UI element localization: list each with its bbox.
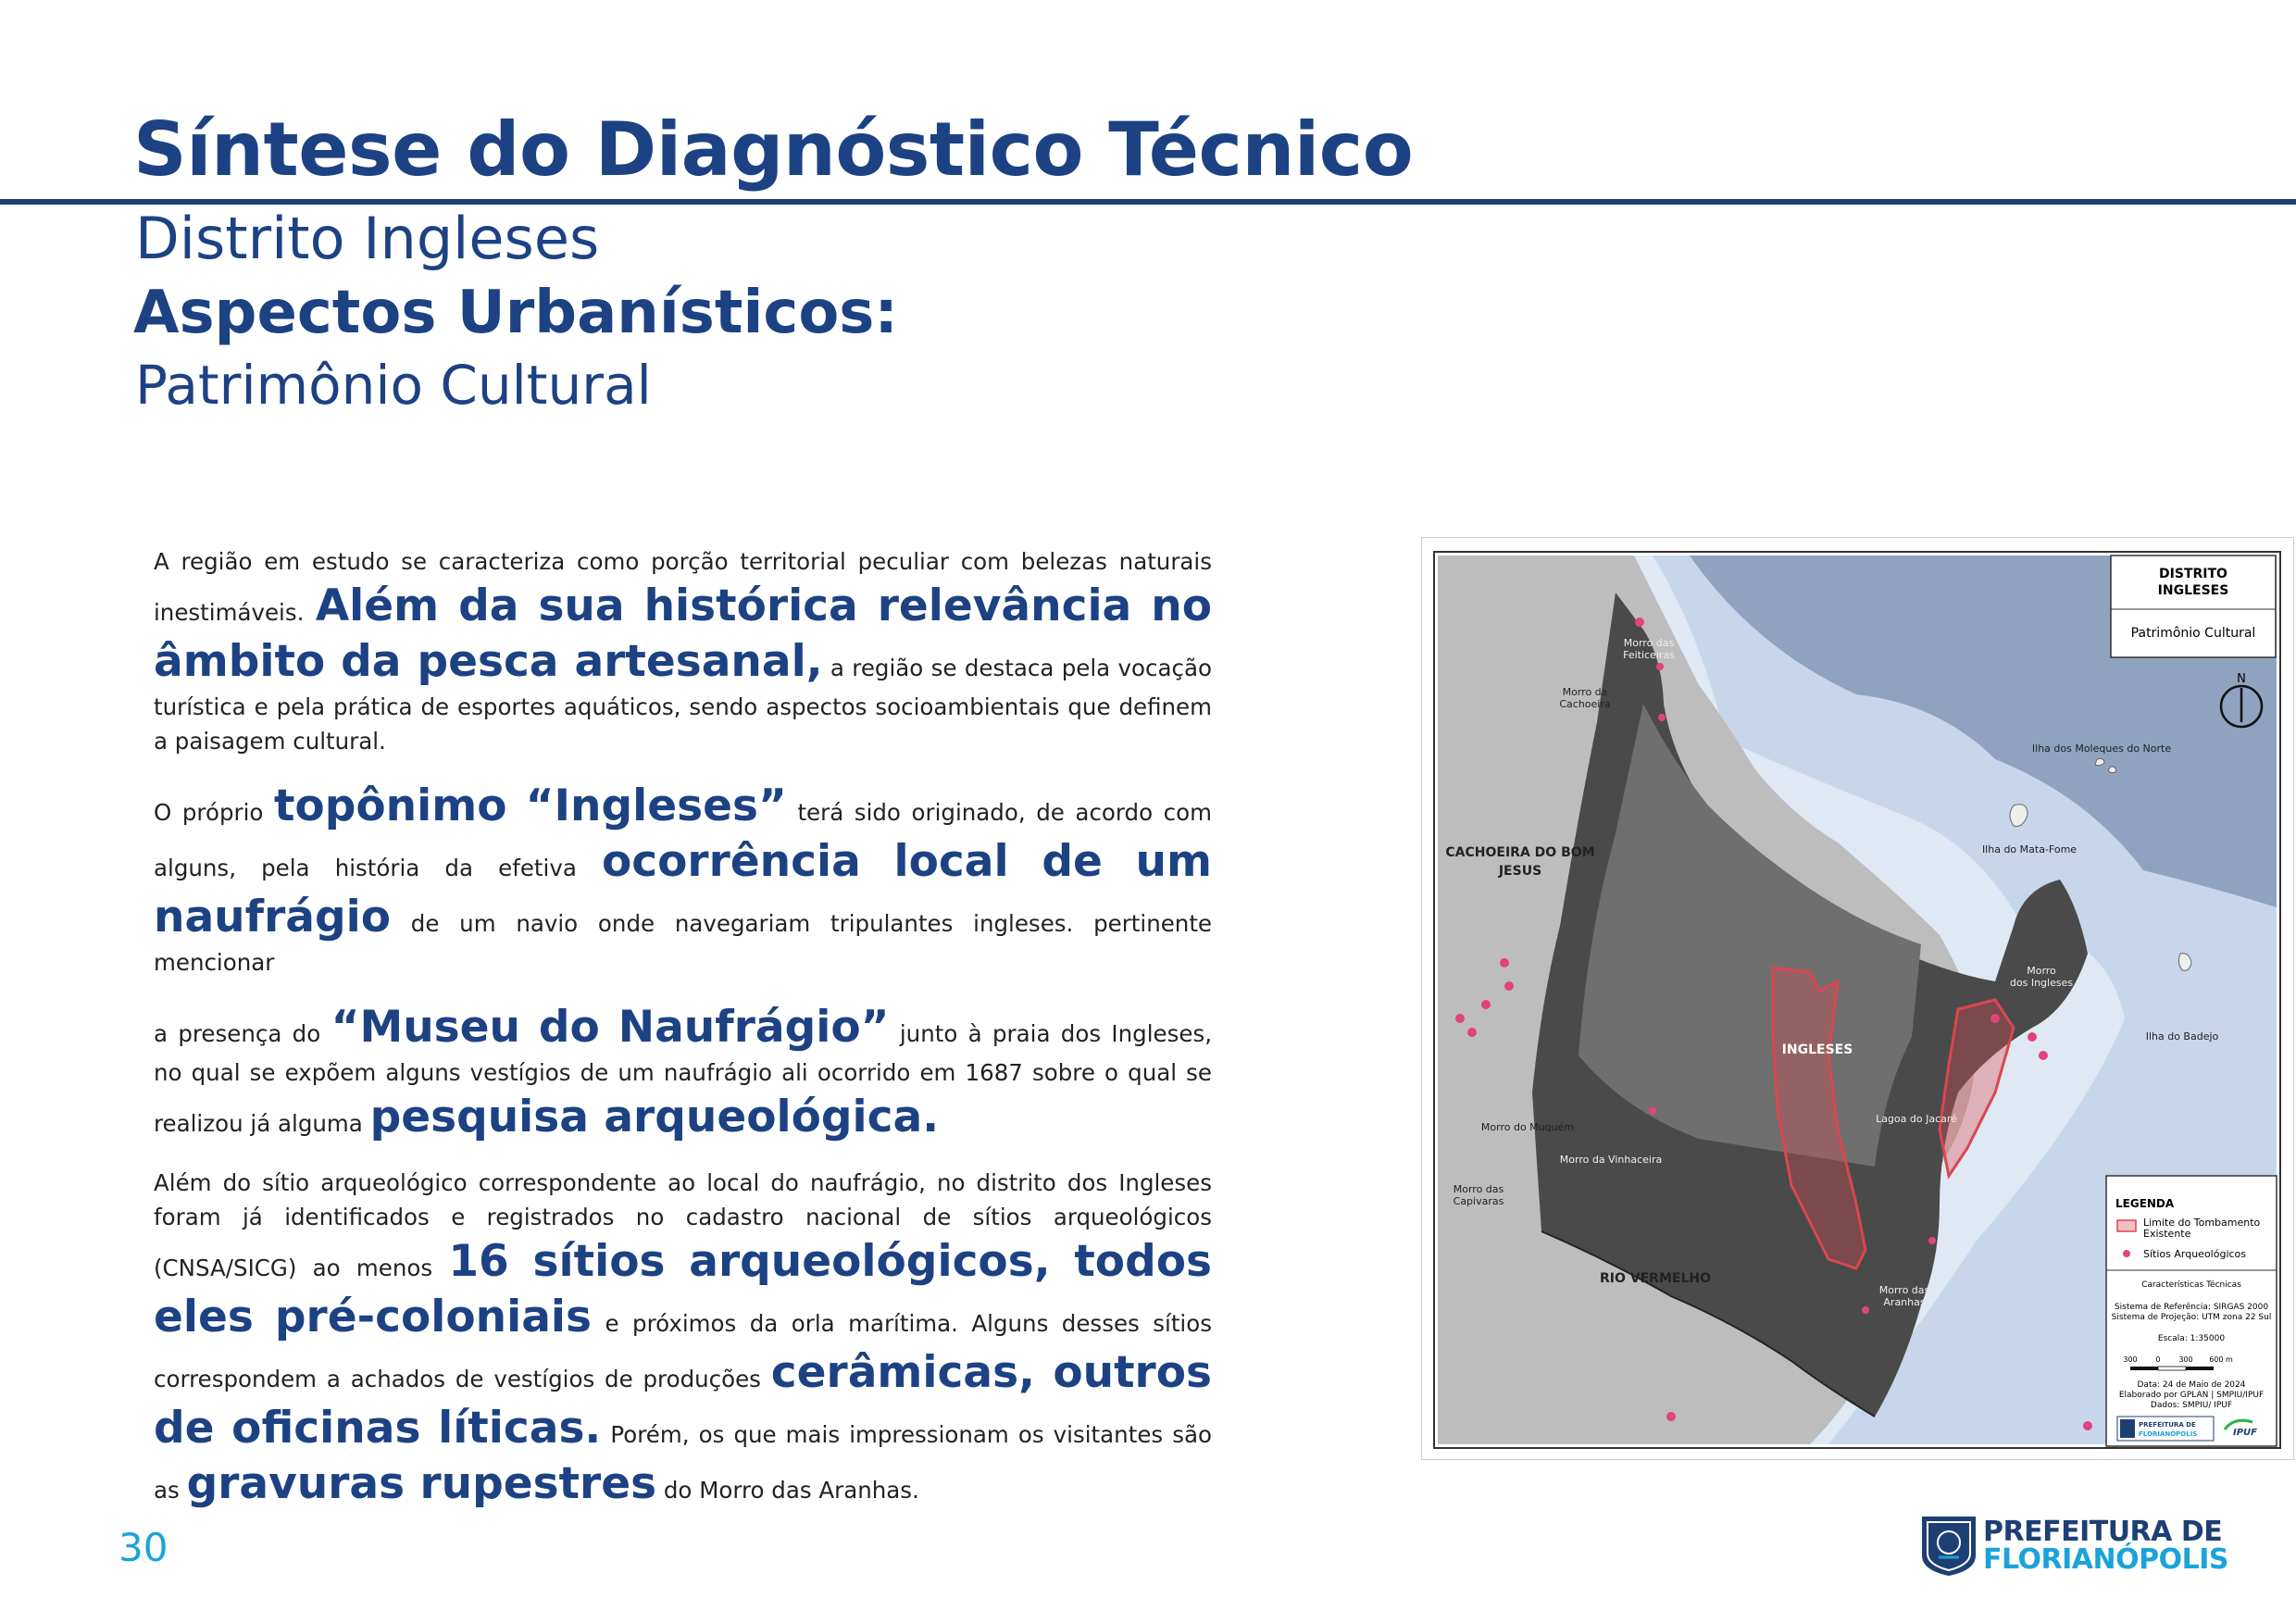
paragraph <box>154 779 1212 980</box>
site-marker <box>1656 663 1664 670</box>
district-subtitle: Distrito Ingleses <box>135 205 600 272</box>
map-label: Ilha dos Moleques do Norte <box>2031 743 2172 755</box>
site-marker <box>2028 1032 2037 1042</box>
map-label: JESUS <box>1498 864 1542 879</box>
map-title: INGLESES <box>2157 583 2229 598</box>
paragraph-text: terá sido originado, de acordo com alguns, pela história da efetiva <box>154 799 1213 881</box>
page-title: Síntese do Diagnóstico Técnico <box>133 106 1414 193</box>
site-marker <box>1658 714 1666 721</box>
district-map <box>1421 537 2294 1460</box>
map-label: Feiticeiras <box>1623 649 1675 661</box>
site-marker <box>1928 1237 1936 1244</box>
legend-heritage-swatch <box>2117 1220 2136 1231</box>
map-label: RIO VERMELHO <box>1600 1271 1711 1286</box>
site-marker <box>1862 1306 1869 1314</box>
highlight-text: 16 sítios arqueológicos, todos eles pré-coloniais <box>154 1236 1213 1342</box>
legend-scale: Escala: 1:35000 <box>2157 1334 2226 1343</box>
legend-data-source: Dados: SMPIU/ IPUF <box>2150 1401 2233 1410</box>
legend-item: Sítios Arqueológicos <box>2143 1248 2247 1260</box>
legend-title: LEGENDA <box>2115 1197 2175 1210</box>
scale-tick: 0 <box>2155 1355 2161 1364</box>
paragraph-text: A região em estudo se caracteriza como porção territorial peculiar com belezas naturais inestimáveis. <box>154 548 1212 626</box>
scale-tick: 300 <box>2178 1355 2193 1364</box>
map-label: Aranhas <box>1883 1296 1926 1308</box>
site-marker <box>1481 1000 1491 1009</box>
site-marker <box>2083 1421 2092 1430</box>
site-marker <box>1990 1014 2000 1023</box>
map-label: Lagoa do Jacaré <box>1876 1113 1957 1125</box>
site-marker <box>1635 618 1644 627</box>
legend-ref: Sistema de Referência: SIRGAS 2000 <box>2114 1303 2269 1312</box>
highlight-text: “Museu do Naufrágio” <box>331 1002 890 1053</box>
map-label: Morro da <box>1562 686 1608 698</box>
legend-tech-title: Características Técnicas <box>2141 1280 2241 1290</box>
scale-tick: 300 <box>2123 1355 2138 1364</box>
highlight-text: Além da sua histórica relevância no âmbito da pesca artesanal, <box>154 581 1213 687</box>
legend-item: Limite do Tombamento <box>2143 1217 2261 1229</box>
highlight-text: gravuras rupestres <box>186 1458 657 1509</box>
paragraph <box>154 1166 1212 1512</box>
logo-text-line1: PREFEITURA DE <box>1983 1516 2223 1548</box>
map-label: Morro <box>2027 965 2056 977</box>
paragraph-text: junto à praia dos Ingleses, no qual se expõem alguns vestígios de um naufrágio ali ocorrido em 1687 sobre o qual se realizou já alguma <box>154 1020 1212 1137</box>
map-label: INGLESES <box>1781 1042 1853 1057</box>
map-label: Ilha do Badejo <box>2145 1030 2219 1042</box>
logo-text-line2: FLORIANÓPOLIS <box>1983 1543 2229 1576</box>
map-title-box <box>2111 556 2276 657</box>
site-marker <box>1467 1028 1477 1037</box>
paragraph <box>154 1000 1212 1145</box>
paragraph-text: a presença do <box>154 1020 331 1047</box>
section-heading: Aspectos Urbanísticos: <box>133 279 898 347</box>
legend-author: Elaborado por GPLAN | SMPIU/IPUF <box>2118 1391 2265 1400</box>
legend-logo-ipuf: IPUF <box>2232 1428 2258 1438</box>
map-label: Morro das <box>1878 1284 1930 1296</box>
legend-site-swatch <box>2123 1250 2130 1257</box>
map-label: CACHOEIRA DO BOM <box>1445 845 1595 860</box>
site-marker <box>1666 1412 1676 1421</box>
map-title: DISTRITO <box>2159 567 2227 581</box>
site-marker <box>1455 1014 1465 1023</box>
city-shield-icon <box>1920 1515 1978 1578</box>
prefeitura-logo <box>1920 1511 2229 1581</box>
site-marker <box>1504 981 1514 991</box>
legend-date: Data: 24 de Maio de 2024 <box>2137 1380 2246 1390</box>
paragraph <box>154 544 1212 758</box>
map-subtitle: Patrimônio Cultural <box>2130 626 2256 641</box>
site-marker <box>2039 1051 2048 1060</box>
svg-text:FLORIANÓPOLIS: FLORIANÓPOLIS <box>2139 1430 2198 1438</box>
section-subheading: Patrimônio Cultural <box>135 354 652 417</box>
body-text <box>154 544 1212 1532</box>
paragraph-text: do Morro das Aranhas. <box>656 1477 919 1504</box>
map-label: Capivaras <box>1453 1195 1504 1207</box>
paragraph-text: Além do sítio arqueológico correspondente ao local do naufrágio, no distrito dos Ingleses foram já identificados e registrados no cadastro nacional de sítios arqueológicos (CNSA/SICG) ao menos <box>154 1169 1212 1281</box>
map-label: Morro da Vinhaceira <box>1559 1154 1663 1166</box>
highlight-text: ocorrência local de um naufrágio <box>154 836 1212 943</box>
paragraph-text: a região se destaca pela vocação turística e pela prática de esportes aquáticos, sendo aspectos socioambientais que definem a paisagem cultural. <box>154 655 1212 755</box>
scale-tick: 600 m <box>2209 1355 2233 1364</box>
paragraph-text: O próprio <box>154 799 274 826</box>
map-label: Morro das <box>1623 637 1675 649</box>
map-label: dos Ingleses <box>2009 977 2074 989</box>
page-number: 30 <box>119 1525 168 1570</box>
svg-text:PREFEITURA DE: PREFEITURA DE <box>2139 1421 2196 1429</box>
map-label: Cachoeira <box>1559 698 1611 710</box>
map-legend <box>2106 1176 2277 1446</box>
legend-item: Existente <box>2143 1228 2191 1240</box>
highlight-text: cerâmicas, outros de oficinas líticas. <box>154 1347 1212 1454</box>
legend-proj: Sistema de Projeção: UTM zona 22 Sul <box>2111 1313 2272 1322</box>
map-label: Morro do Muquém <box>1480 1121 1575 1133</box>
site-marker <box>1500 958 1509 968</box>
map-label: Ilha do Mata-Fome <box>1981 843 2078 855</box>
north-label: N <box>2237 672 2246 686</box>
site-marker <box>1649 1107 1656 1115</box>
highlight-text: topônimo “Ingleses” <box>273 780 787 831</box>
paragraph-text: e próximos da orla marítima. Alguns desses sítios correspondem a achados de vestígios de produções <box>154 1310 1212 1392</box>
highlight-text: pesquisa arqueológica. <box>369 1092 940 1142</box>
map-label: Morro das <box>1453 1183 1504 1195</box>
paragraph-text: de um navio onde navegariam tripulantes ingleses. pertinente mencionar <box>154 910 1212 976</box>
paragraph-text: Porém, os que mais impressionam os visitantes são as <box>154 1421 1213 1504</box>
